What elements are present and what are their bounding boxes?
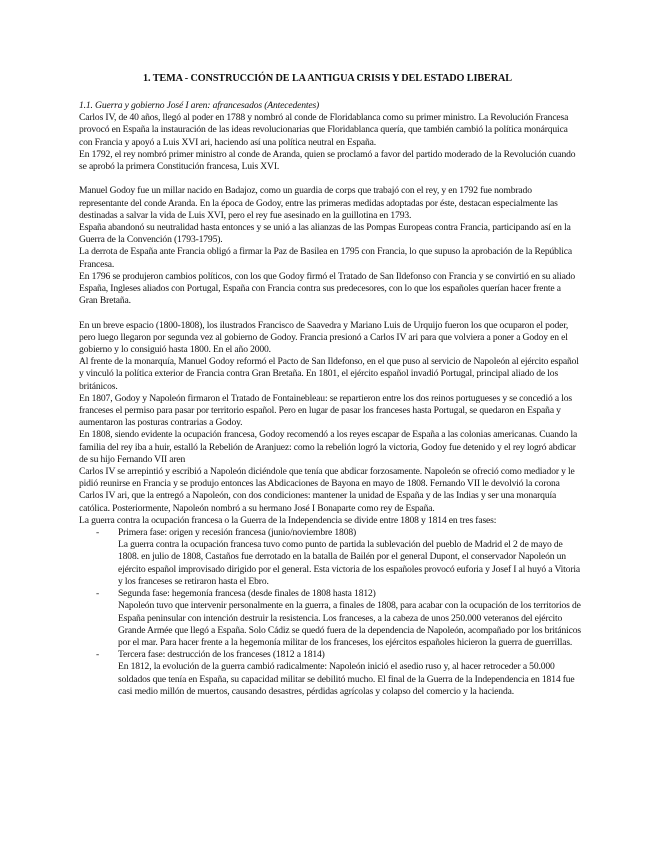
phase-text: La guerra contra la ocupación francesa tuvo como punto de partida la sublevación del pueblo de Madrid el 2 de mayo de 1808. en julio de 1808, Castaños fue derrotado en la batalla de Bailén por el general Dupont, el conservador Napoleón un ejército español improvisado dirigido por el general. Esta victoria de los españoles provocó euforia y Josef I al huyó a Vitoria y los franceses se retiraron hasta el Ebro. [118,539,580,587]
document-body [79,100,581,698]
list-bullet: - [96,649,100,661]
paragraph: Al frente de la monarquía, Manuel Godoy reformó el Pacto de San Ildefonso, en el que puso al servicio de Napoleón al ejército español y vinculó la política exterior de Francia contra Gran Bretaña. En 1801, el ejército español invadió Portugal, principal aliado de los británicos. [79,356,579,392]
list-bullet: - [96,527,100,539]
document-title: 1. TEMA - CONSTRUCCIÓN DE LA ANTIGUA CRISIS Y DEL ESTADO LIBERAL [143,73,512,84]
list-item [79,588,581,649]
list-item [79,649,581,698]
phase-title: Tercera fase: destrucción de los franceses (1812 a 1814) [118,649,325,661]
phases-list [79,527,581,698]
paragraph: Manuel Godoy fue un millar nacido en Badajoz, como un guardia de corps que trabajó con el rey, y en 1792 fue nombrado representante del conde Aranda. En la época de Godoy, entre las primeras medidas adoptadas por éste, destacan especialmente las destinadas a salvar la vida de Luis XVI, pero el rey fue asesinado en la guillotina en 1793. [79,185,558,221]
paragraph: En 1807, Godoy y Napoleón firmaron el Tratado de Fontainebleau: se repartieron entre los dos reinos portugueses y se concedió a los franceses el permiso para pasar por territorio español. Pero en lugar de pasar los franceses hasta Portugal, se quedaron en España y aumentaron las posturas contrarias a Godoy. [79,392,572,429]
paragraph-gap [79,173,581,185]
list-item [79,527,581,588]
paragraph: La guerra contra la ocupación francesa o la Guerra de la Independencia se divide entre 1808 y 1814 en tres fases: [79,514,497,526]
section-subtitle: 1.1. Guerra y gobierno José I aren: afrancesados (Antecedentes) [79,100,320,111]
paragraph: En 1808, siendo evidente la ocupación francesa, Godoy recomendó a los reyes escapar de España a las colonias americanas. Cuando la familia del rey iba a huir, estalló la Rebelión de Aranjuez: como la rebelión logró la victoria, Godoy fue detenido y el rey logró abdicar de su hijo Fernando VII aren [79,429,578,465]
paragraph-gap [79,307,581,319]
paragraph: En 1796 se produjeron cambios políticos, con los que Godoy firmó el Tratado de San Ildefonso con Francia y se convirtió en su aliado España, Ingleses aliados con Portugal, España con Francia contra sus predecesores, con lo que los españoles querían hacer frente a Gran Bretaña. [79,270,576,307]
paragraph: En un breve espacio (1800-1808), los ilustrados Francisco de Saavedra y Mariano Luis de Urquijo fueron los que ocuparon el poder, pero luego llegaron por segunda vez al gobierno de Godoy. Francia presionó a Carlos IV ari para que volviera a poner a Godoy en el gobierno y lo consiguió hasta 1800. En el año 2000. [79,319,569,356]
paragraph: Carlos IV, de 40 años, llegó al poder en 1788 y nombró al conde de Floridablanca como su primer ministro. La Revolución Francesa provocó en España la instauración de las ideas revolucionarias que Floridablanca quería, que también cambió la política monárquica con Francia y apoyó a Luis XVI ari, haciendo así una política neutral en España. [79,112,569,148]
paragraph: Carlos IV se arrepintió y escribió a Napoleón diciéndole que tenía que abdicar forzosamente. Napoleón se ofreció como mediador y le pidió reunirse en Francia y se produjo entonces las Abdicaciones de Bayona en mayo de 1808. Fernando VII le devolvió la corona Carlos IV ari, que la entregó a Napoleón, con dos condiciones: mantener la unidad de España y de las Indias y ser una monarquía católica. Posteriormente, Napoleón nombró a su hermano José I Bonaparte como rey de España. [79,466,575,514]
paragraph: La derrota de España ante Francia obligó a firmar la Paz de Basilea en 1795 con Francia, lo que supuso la aprobación de la República Francesa. [79,246,573,270]
phase-title: Primera fase: origen y recesión francesa (junio/noviembre 1808) [118,527,357,539]
phase-title: Segunda fase: hegemonía francesa (desde finales de 1808 hasta 1812) [118,588,376,600]
phase-text: En 1812, la evolución de la guerra cambió radicalmente: Napoleón inició el asedio ruso y, al hacer retroceder a 50.000 soldados que tenía en España, su capacidad militar se debilitó mucho. El final de la Guerra de la Independencia en 1814 fue casi medio millón de muertos, causando desastres, pérdidas agrícolas y colapso del comercio y la hacienda. [118,661,575,697]
phase-text: Napoleón tuvo que intervenir personalmente en la guerra, a finales de 1808, para acabar con la ocupación de los territorios de España peninsular con intención destruir la resistencia. Los franceses, a la cabeza de unos 250.000 veteranos del ejército Grande Armée que llegó a España. Solo Cádiz se quedó fuera de la dependencia de Napoleón, acompañado por los británicos por el mar. Para hacer frente a la hegemonía militar de los franceses, los ejércitos españoles hicieron la guerra de guerrillas. [118,600,581,648]
list-bullet: - [96,588,100,600]
paragraph: España abandonó su neutralidad hasta entonces y se unió a las alianzas de las Pompas Europeas contra Francia, participando así en la Guerra de la Convención (1793-1795). [79,222,571,246]
paragraph: En 1792, el rey nombró primer ministro al conde de Aranda, quien se proclamó a favor del partido moderado de la Revolución cuando se aprobó la primera Constitución francesa, Luis XVI. [79,148,576,173]
